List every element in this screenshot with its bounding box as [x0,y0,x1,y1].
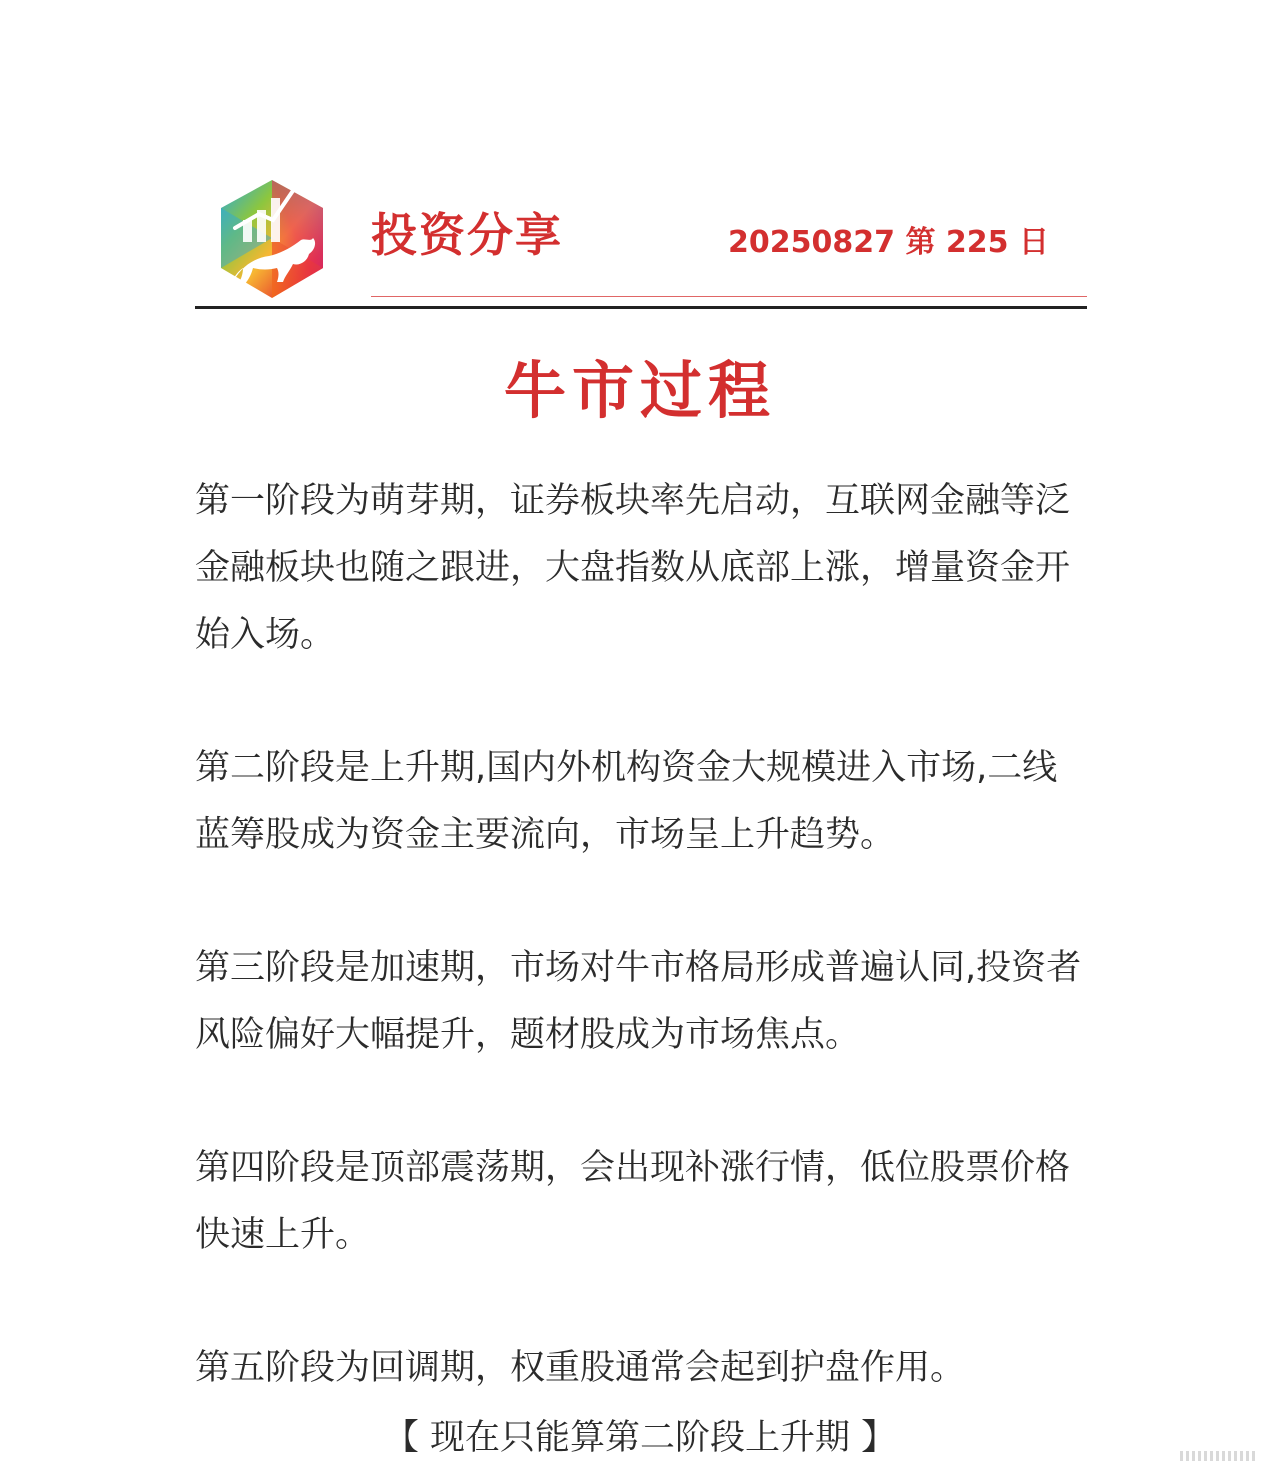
header [195,150,1087,315]
header-black-divider [195,306,1087,309]
closing-note: 【 现在只能算第二阶段上升期 】 [383,1418,897,1458]
paragraph-stage-4: 第四阶段是顶部震荡期，会出现补涨行情，低位股票价格快速上升。 [195,1148,1071,1255]
page-title: 牛市过程 [503,354,776,427]
bull-chart-logo-icon [213,158,331,306]
paragraph-stage-3: 第三阶段是加速期，市场对牛市格局形成普遍认同,投资者风险偏好大幅提升，题材股成为市场焦点。 [195,948,1082,1055]
issue-date: 20250827 第 225 日 [728,225,1049,260]
watermark-bars-icon [1180,1449,1260,1463]
paragraph-stage-2: 第二阶段是上升期,国内外机构资金大规模进入市场,二线蓝筹股成为资金主要流向，市场呈上升趋势。 [195,748,1058,855]
paragraph-stage-1: 第一阶段为萌芽期，证券板块率先启动，互联网金融等泛金融板块也随之跟进，大盘指数从底部上涨，增量资金开始入场。 [195,481,1071,655]
header-red-divider [371,296,1087,297]
paragraph-stage-5: 第五阶段为回调期，权重股通常会起到护盘作用。 [195,1348,966,1388]
brand-title: 投资分享 [371,208,563,262]
article-body [195,468,1087,1402]
